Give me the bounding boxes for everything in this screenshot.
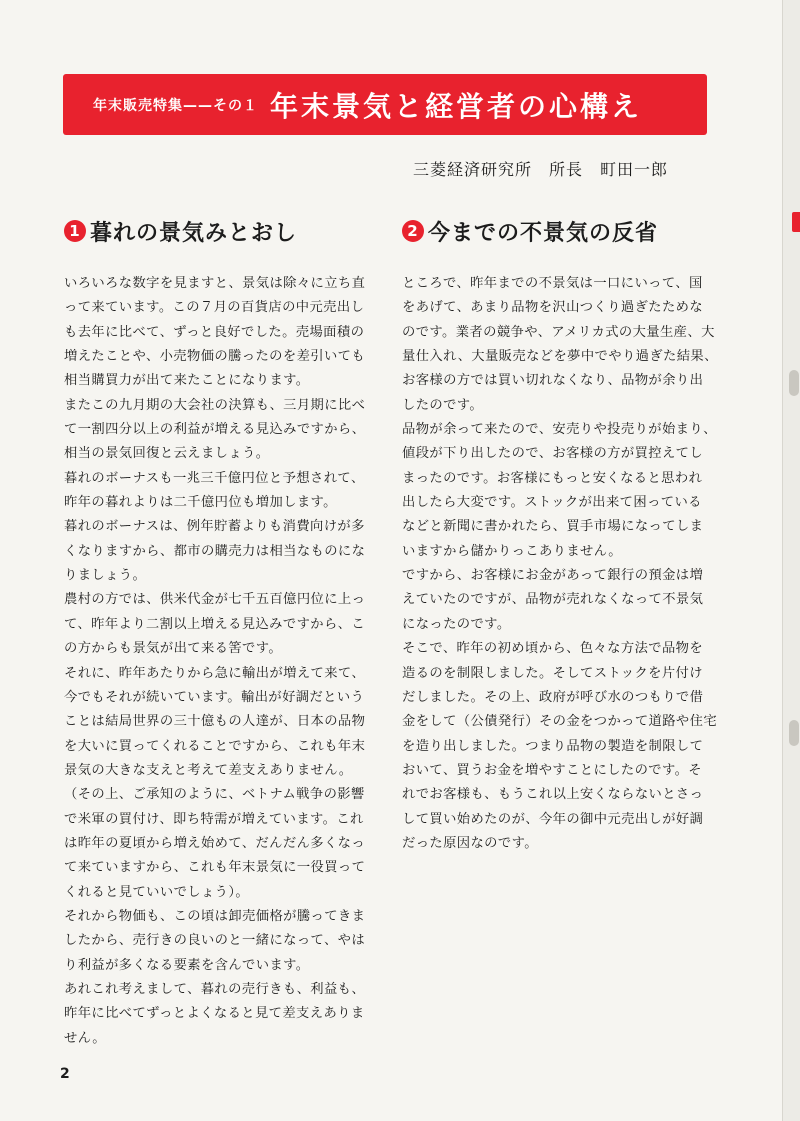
page-number: 2 <box>60 1066 70 1082</box>
text-line: のです。業者の競争や、アメリカ式の大量生産、大 <box>402 324 715 340</box>
text-line: （その上、ご承知のように、ベトナム戦争の影響 <box>64 787 365 803</box>
text-line: で米軍の買付け、即ち特需が増えています。これ <box>64 811 364 827</box>
text-line: あれこれ考えまして、暮れの売行きも、利益も、 <box>64 981 366 997</box>
text-line: 相当の景気回復と云えましょう。 <box>64 446 270 462</box>
text-line: の方からも景気が出て来る筈です。 <box>64 641 283 657</box>
text-line: 昨年の暮れよりは二千億円位も増加します。 <box>64 495 337 511</box>
series-label: 年末販売特集——その１ <box>93 97 258 114</box>
text-line: 出したら大変です。ストックが出来て困っている <box>402 495 702 511</box>
section-2 <box>402 216 730 856</box>
text-line: は昨年の夏頃から増え始めて、だんだん多くなっ <box>64 835 366 851</box>
author-byline: 三菱経済研究所 所長 町田一郎 <box>412 160 668 179</box>
text-line: またこの九月期の大会社の決算も、三月期に比べ <box>64 397 366 413</box>
text-line: 昨年に比べてずっとよくなると見て差支えありま <box>64 1006 365 1022</box>
text-line: して買い始めたのが、今年の御中元売出しが好調 <box>402 811 704 827</box>
title-banner <box>63 74 707 135</box>
text-line: れでお客様も、もうこれ以上安くならないとさっ <box>402 787 704 803</box>
section-1-heading <box>64 216 392 246</box>
text-line: おいて、買うお金を増やすことにしたのです。そ <box>402 762 703 778</box>
page-title: 年末景気と経営者の心構え <box>270 89 643 123</box>
text-line: いろいろな数字を見ますと、景気は除々に立ち直 <box>64 276 366 291</box>
text-line: したから、売行きの良いのと一緒になって、やは <box>64 933 366 949</box>
text-line: 農村の方では、供米代金が七千五百億円位に上っ <box>64 592 366 608</box>
section-2-heading <box>402 216 730 246</box>
text-line: を造り出しました。つまり品物の製造を制限して <box>402 738 704 754</box>
text-line: って来ています。この７月の百貨店の中元売出し <box>64 300 365 316</box>
text-line: いますから儲かりっこありません。 <box>402 543 622 559</box>
text-line: だしました。その上、政府が呼び水のつもりで借 <box>402 689 704 705</box>
text-line: りましょう。 <box>64 568 147 584</box>
text-line: も去年に比べて、ずっと良好でした。売場面積の <box>64 324 365 340</box>
text-line: 暮れのボーナスは、例年貯蓄よりも消費向けが多 <box>64 519 365 535</box>
section-number-badge: 2 <box>402 220 424 242</box>
binding-hole <box>789 720 799 746</box>
text-line: 造るのを制限しました。そしてストックを片付け <box>402 665 703 681</box>
text-line: などと新聞に書かれたら、買手市場になってしま <box>402 519 704 535</box>
text-line: になったのです。 <box>402 616 511 632</box>
next-page-edge <box>782 0 800 1121</box>
text-line: 暮れのボーナスも一兆三千億円位と予想されて、 <box>64 470 365 486</box>
text-line: せん。 <box>64 1030 106 1046</box>
text-line: 金をして（公債発行）その金をつかって道路や住宅 <box>402 714 718 730</box>
text-line: 値段が下り出したので、お客様の方が買控えてし <box>402 446 704 462</box>
binding-hole <box>789 370 799 396</box>
section-1-body <box>64 272 392 1051</box>
text-line: 品物が余って来たので、安売りや投売りが始まり、 <box>402 422 717 438</box>
text-line: 量仕入れ、大量販売などを夢中でやり過ぎた結果、 <box>402 349 718 365</box>
next-page-red-mark <box>792 212 800 232</box>
text-line: て来ていますから、これも年末景気に一役買って <box>64 860 366 876</box>
text-line: 景気の大きな支えと考えて差支えありません。 <box>64 762 353 778</box>
text-line: 増えたことや、小売物価の騰ったのを差引いても <box>64 349 366 365</box>
text-line: 相当購買力が出て来たことになります。 <box>64 373 310 389</box>
text-line: えていたのですが、品物が売れなくなって不景気 <box>402 592 704 608</box>
text-line: くなりますから、都市の購売力は相当なものにな <box>64 543 366 559</box>
text-line: したのです。 <box>402 397 484 413</box>
text-line: それから物価も、この頃は卸売価格が騰ってきま <box>64 908 366 924</box>
text-line: り利益が多くなる要素を含んでいます。 <box>64 957 310 973</box>
section-2-title: 今までの不景気の反省 <box>428 220 659 246</box>
text-line: そこで、昨年の初め頃から、色々な方法で品物を <box>402 641 704 657</box>
text-line: て一割四分以上の利益が増える見込みですから、 <box>64 422 366 438</box>
text-line: お客様の方では買い切れなくなり、品物が余り出 <box>402 373 704 389</box>
section-2-body <box>402 272 730 856</box>
text-line: それに、昨年あたりから急に輸出が増えて来て、 <box>64 665 366 681</box>
text-line: まったのです。お客様にもっと安くなると思われ <box>402 470 703 486</box>
text-line: て、昨年より二割以上増える見込みですから、こ <box>64 616 366 632</box>
text-line: ですから、お客様にお金があって銀行の預金は増 <box>402 568 704 584</box>
text-line: だった原因なのです。 <box>402 835 538 851</box>
text-line: ことは結局世界の三十億もの人達が、日本の品物 <box>64 714 366 730</box>
text-line: を大いに買ってくれることですから、これも年末 <box>64 738 366 754</box>
section-1 <box>64 216 392 1051</box>
text-line: くれると見ていいでしょう）。 <box>64 884 250 900</box>
section-1-title: 暮れの景気みとおし <box>90 220 298 246</box>
text-line: をあげて、あまり品物を沢山つくり過ぎたためな <box>402 300 704 316</box>
text-line: 今でもそれが続いています。輸出が好調だという <box>64 689 365 705</box>
section-number-badge: 1 <box>64 220 86 242</box>
text-line: ところで、昨年までの不景気は一口にいって、国 <box>402 276 703 291</box>
